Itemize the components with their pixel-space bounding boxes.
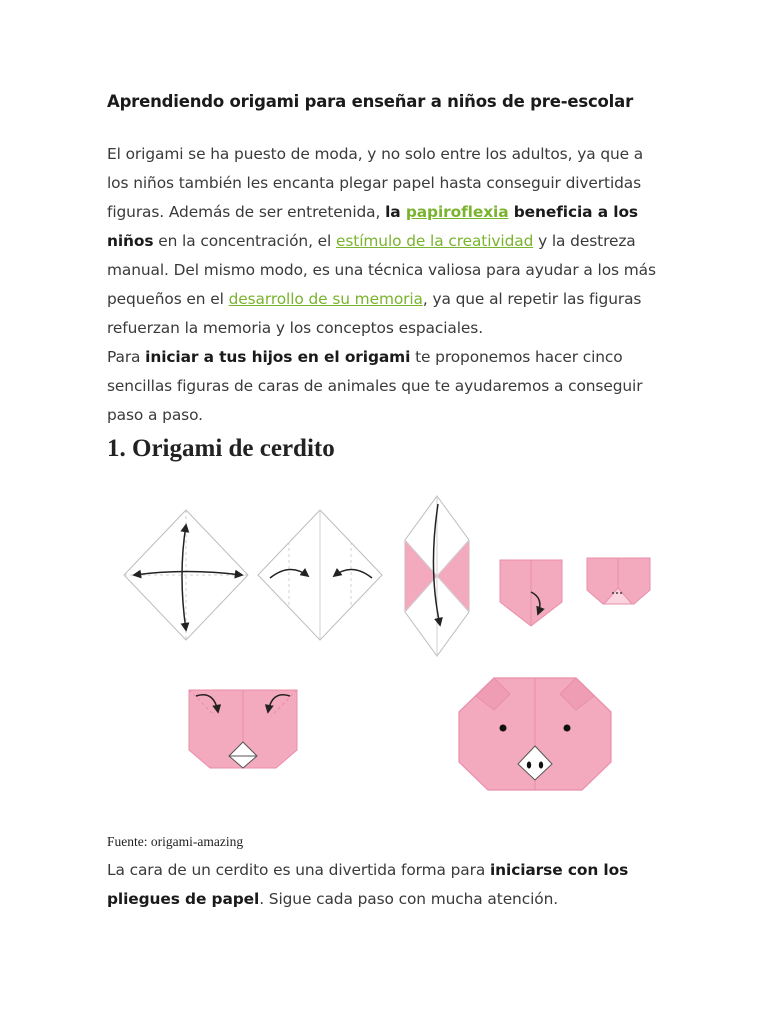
intro-text-3: y la destreza manual. Del mismo modo, es una técnica valiosa para ayudar a los más pequeños en el [107,232,656,308]
link-papiroflexia[interactable]: papiroflexia [405,203,509,221]
article-title: Aprendiendo origami para enseñar a niños de pre-escolar [107,92,634,111]
step-3-diagram [405,496,469,656]
intro-bold-2: beneficia a los niños [107,203,638,250]
intro-paragraph [107,140,667,343]
para3-text-1: La cara de un cerdito es una divertida forma para [107,861,490,879]
intro-text-4: , ya que al repetir las figuras refuerzan la memoria y los conceptos espaciales. [107,290,642,337]
para3-bold: iniciarse con los pliegues de papel [107,861,629,908]
link-estimulo-creatividad[interactable]: estímulo de la creatividad [336,232,534,250]
intro-bold-1: la [385,203,406,221]
para2-bold: iniciar a tus hijos en el origami [145,348,411,366]
second-paragraph [107,343,667,430]
para3-text-2: . Sigue cada paso con mucha atención. [259,890,559,908]
step-4-diagram [500,560,562,626]
step-1-diagram [124,510,248,640]
intro-text-2: en la concentración, el [153,232,336,250]
step-2-diagram [258,510,382,640]
origami-pig-steps-diagram [0,480,768,810]
third-paragraph [107,856,667,914]
step-5-diagram [587,558,650,604]
finished-pig-face [459,678,611,790]
intro-text-1: El origami se ha puesto de moda, y no solo entre los adultos, ya que a los niños también les encanta plegar papel hasta conseguir divertidas figuras. Además de ser entretenida, [107,145,644,221]
para2-text-2: te proponemos hacer cinco sencillas figuras de caras de animales que te ayudaremos a conseguir paso a paso. [107,348,643,424]
link-desarrollo-memoria[interactable]: desarrollo de su memoria [228,290,423,308]
para2-text-1: Para [107,348,146,366]
step-6-diagram [189,690,297,768]
image-source-caption: Fuente: origami-amazing [107,834,244,849]
section-heading: 1. Origami de cerdito [107,435,335,462]
